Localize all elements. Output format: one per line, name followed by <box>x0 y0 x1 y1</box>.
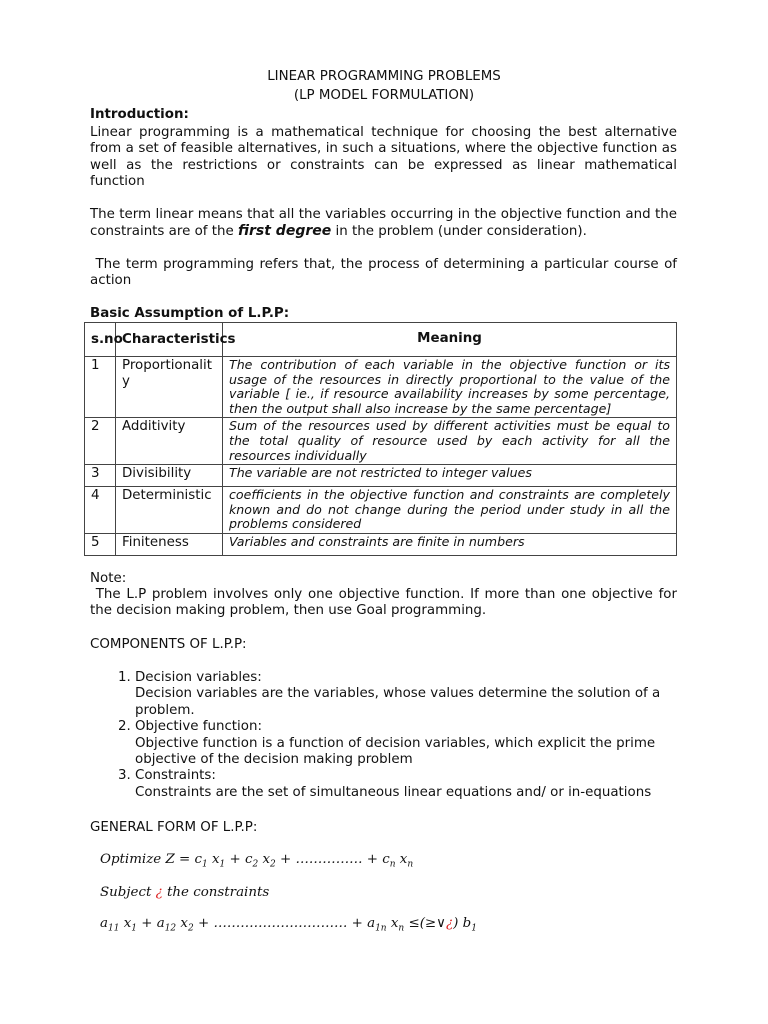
row-sno: 3 <box>85 465 116 487</box>
component-label: 2. Objective function: <box>135 719 262 735</box>
programming-paragraph <box>90 257 677 290</box>
row-characteristic: Proportionality <box>116 357 223 418</box>
document-title: LINEAR PROGRAMMING PROBLEMS <box>267 69 501 84</box>
row-sno: 4 <box>85 487 116 534</box>
component-label: 1. Decision variables: <box>135 670 262 685</box>
table-row <box>85 533 677 555</box>
list-item <box>135 719 701 768</box>
inequality-close: ) <box>453 916 459 931</box>
table-row <box>85 487 677 534</box>
first-degree-emphasis: first degree <box>237 223 332 240</box>
table-row <box>85 465 677 487</box>
general-form-heading: GENERAL FORM OF L.P.P: <box>90 820 258 835</box>
components-list <box>111 670 701 801</box>
row-meaning: Variables and constraints are finite in numbers <box>223 533 677 555</box>
row-meaning: Sum of the resources used by different activities must be equal to the total quality of resource used by each activity for all the resources individually <box>223 418 677 465</box>
inequality-glyph: ¿ <box>445 916 454 931</box>
header-sno: s.no <box>85 323 116 357</box>
row-characteristic: Divisibility <box>116 465 223 487</box>
component-label: 3. Constraints: <box>135 768 216 784</box>
document-subtitle: (LP MODEL FORMULATION) <box>293 88 475 103</box>
row-meaning: coefficients in the objective function and constraints are completely known and do not change during the period under study in all the problems considered <box>223 487 677 534</box>
note-paragraph <box>90 587 677 620</box>
equation-dots: …………… <box>295 852 363 867</box>
linear-paragraph <box>90 207 677 241</box>
row-sno: 2 <box>85 418 116 465</box>
component-description: Constraints are the set of simultaneous linear equations and/ or in-equations <box>135 784 652 800</box>
row-characteristic: Deterministic <box>116 487 223 534</box>
note-text: The L.P problem involves only one objective function. If more than one objective for the decision making problem, then use Goal programming. <box>90 587 677 619</box>
list-item <box>135 670 701 719</box>
linear-text-before: The term linear means that all the variables occurring in the objective function and the constraints are of the <box>90 207 677 240</box>
header-characteristics: Characteristics <box>116 323 223 357</box>
row-sno: 5 <box>85 533 116 555</box>
row-characteristic: Finiteness <box>116 533 223 555</box>
table-row <box>85 357 677 418</box>
row-meaning: The variable are not restricted to integer values <box>223 465 677 487</box>
component-description: Objective function is a function of decision variables, which explicit the prime objective of the decision making problem <box>135 735 656 768</box>
assumption-table <box>84 322 677 556</box>
optimize-word: Optimize <box>100 852 162 867</box>
component-description: Decision variables are the variables, whose values determine the solution of a problem. <box>135 686 661 718</box>
programming-text: The term programming refers that, the process of determining a particular course of action <box>90 257 677 289</box>
row-meaning: The contribution of each variable in the objective function or its usage of the resources in directly proportional to the value of the variable [ ie., if resource availability increases by some percentage, then the output shall also increase by the same percentage] <box>223 357 677 418</box>
list-item <box>135 768 701 801</box>
table-row <box>85 418 677 465</box>
linear-text-after: in the problem (under consideration). <box>331 224 587 240</box>
subject-line <box>100 885 269 901</box>
intro-paragraph: Linear programming is a mathematical technique for choosing the best alternative from a set of feasible alternatives, in such a situations, where the objective function as well as the restrictions or constraints can be expressed as linear mathematical function <box>90 125 677 190</box>
constraint-equation: $a_{11}$ $x_1 + a_{12}$ $x_2$ + ………………………… + $a_{1n}$ $x_n$ ≤(≥∨¿) $b_1$ <box>100 916 477 934</box>
subject-glyph: ¿ <box>155 885 163 900</box>
equation-dots: ………………………… <box>213 916 348 931</box>
row-sno: 1 <box>85 357 116 418</box>
components-heading: COMPONENTS OF L.P.P: <box>90 637 247 652</box>
objective-equation: Optimize $Z = c_1$ $x_1 + c_2$ $x_2$ + …………… + $c_n$ $x_n$ <box>100 852 414 870</box>
assumption-heading: Basic Assumption of L.P.P: <box>90 306 290 321</box>
header-meaning: Meaning <box>223 323 677 357</box>
row-characteristic: Additivity <box>116 418 223 465</box>
subject-rest: the constraints <box>167 885 270 900</box>
subject-word: Subject <box>100 885 152 900</box>
intro-heading: Introduction: <box>90 107 189 122</box>
note-heading: Note: <box>90 571 127 586</box>
inequality-symbols: ≤(≥∨ <box>408 916 446 931</box>
